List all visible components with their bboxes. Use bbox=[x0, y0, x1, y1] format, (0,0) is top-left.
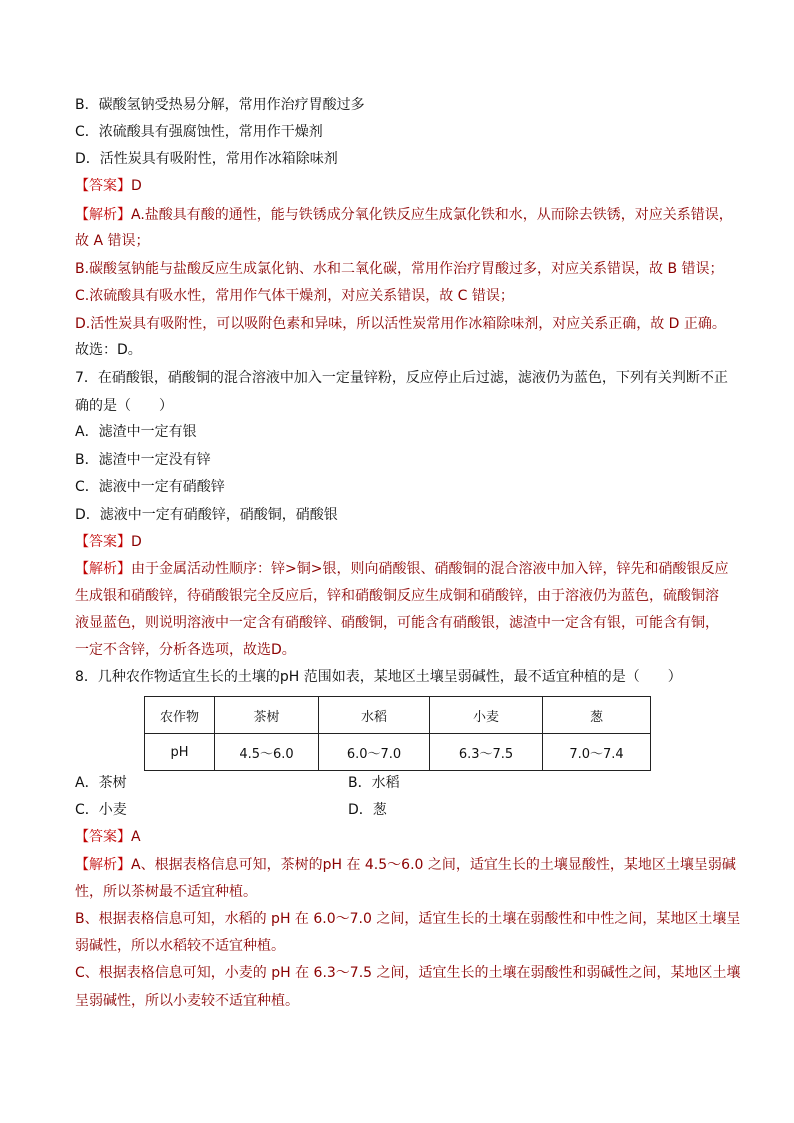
table-cell: 6.3～7.5 bbox=[430, 734, 543, 771]
q8-analysis-line-1: 【解析】A、根据表格信息可知，茶树的pH 在 4.5～6.0 之间，适宜生长的土壤显酸性，某地区土壤呈弱碱 bbox=[75, 857, 736, 873]
q7-answer bbox=[75, 532, 725, 552]
q6-analysis-line-6: 故选：D。 bbox=[75, 342, 142, 358]
answer-value: A bbox=[131, 829, 141, 845]
q8-answer bbox=[75, 827, 725, 847]
answer-label: 【答案】 bbox=[75, 829, 131, 845]
q6-analysis-line-3: B.碳酸氢钠能与盐酸反应生成氯化钠、水和二氧化碳，常用作治疗胃酸过多，对应关系错误，故 B 错误； bbox=[75, 261, 724, 277]
analysis-label: 【解析】 bbox=[75, 207, 131, 223]
q8-analysis-line-2: 性，所以茶树最不适宜种植。 bbox=[75, 884, 257, 900]
q6-option-d: D．活性炭具有吸附性，常用作冰箱除味剂 bbox=[75, 151, 338, 167]
table-header-row bbox=[145, 697, 651, 734]
q6-analysis-line-2: 故 A 错误； bbox=[75, 233, 150, 249]
table-cell: 小麦 bbox=[430, 697, 543, 734]
table-cell: 6.0～7.0 bbox=[319, 734, 430, 771]
q7-option-a: A．滤渣中一定有银 bbox=[75, 424, 197, 440]
table-cell: 茶树 bbox=[215, 697, 319, 734]
ph-table bbox=[144, 696, 651, 771]
q8-analysis-line-4: 弱碱性，所以水稻较不适宜种植。 bbox=[75, 938, 285, 954]
table-cell: 葱 bbox=[543, 697, 651, 734]
analysis-label: 【解析】 bbox=[75, 561, 131, 577]
q7-analysis-line-4: 一定不含锌，分析各选项，故选D。 bbox=[75, 642, 296, 658]
table-row bbox=[145, 734, 651, 771]
q7-analysis-line-2: 生成银和硝酸锌，待硝酸银完全反应后，锌和硝酸铜反应生成铜和硝酸锌，由于溶液仍为蓝色，硫酸铜溶 bbox=[75, 588, 719, 604]
q7-option-c: C．滤液中一定有硝酸锌 bbox=[75, 479, 225, 495]
q8-analysis-line-3: B、根据表格信息可知，水稻的 pH 在 6.0～7.0 之间，适宜生长的土壤在弱酸性和中性之间，某地区土壤呈 bbox=[75, 911, 741, 927]
answer-label: 【答案】 bbox=[75, 178, 131, 194]
q8-stem: 8．几种农作物适宜生长的土壤的pH 范围如表，某地区土壤呈弱碱性，最不适宜种植的是（ ） bbox=[75, 669, 682, 685]
answer-value: D bbox=[131, 178, 142, 194]
q8-analysis-line-5: C、根据表格信息可知，小麦的 pH 在 6.3～7.5 之间，适宜生长的土壤在弱酸性和弱碱性之间，某地区土壤 bbox=[75, 965, 741, 981]
q8-option-b: B．水稻 bbox=[348, 775, 400, 791]
table-cell: 水稻 bbox=[319, 697, 430, 734]
q8-option-a: A．茶树 bbox=[75, 775, 127, 791]
q7-option-b: B．滤渣中一定没有锌 bbox=[75, 452, 211, 468]
q7-analysis-line-1: 【解析】由于金属活动性顺序：锌>铜>银，则向硝酸银、硝酸铜的混合溶液中加入锌，锌先和硝酸银反应 bbox=[75, 561, 729, 577]
answer-value: D bbox=[131, 534, 142, 550]
q7-stem-line-2: 确的是（ ） bbox=[75, 398, 173, 414]
table-cell: 7.0～7.4 bbox=[543, 734, 651, 771]
table-cell: pH bbox=[145, 734, 215, 771]
q6-analysis-line-4: C.浓硫酸具有吸水性，常用作气体干燥剂，对应关系错误，故 C 错误； bbox=[75, 288, 514, 304]
analysis-label: 【解析】 bbox=[75, 857, 131, 873]
q8-analysis-line-6: 呈弱碱性，所以小麦较不适宜种植。 bbox=[75, 993, 299, 1009]
q6-answer bbox=[75, 176, 725, 196]
q7-option-d: D．滤液中一定有硝酸锌，硝酸铜，硝酸银 bbox=[75, 507, 338, 523]
q7-stem-line-1: 7．在硝酸银，硝酸铜的混合溶液中加入一定量锌粉，反应停止后过滤，滤液仍为蓝色，下列有关判断不正 bbox=[75, 370, 728, 386]
q6-analysis-line-1: 【解析】A.盐酸具有酸的通性，能与铁锈成分氧化铁反应生成氯化铁和水，从而除去铁锈，对应关系错误， bbox=[75, 207, 733, 223]
q8-option-c: C．小麦 bbox=[75, 802, 127, 818]
q8-option-d: D．葱 bbox=[348, 802, 387, 818]
q6-option-c: C．浓硫酸具有强腐蚀性，常用作干燥剂 bbox=[75, 124, 323, 140]
q6-option-b: B．碳酸氢钠受热易分解，常用作治疗胃酸过多 bbox=[75, 97, 365, 113]
answer-label: 【答案】 bbox=[75, 534, 131, 550]
table-cell: 农作物 bbox=[145, 697, 215, 734]
table-cell: 4.5～6.0 bbox=[215, 734, 319, 771]
q6-analysis-line-5: D.活性炭具有吸附性，可以吸附色素和异味，所以活性炭常用作冰箱除味剂，对应关系正确，故 D 正确。 bbox=[75, 316, 726, 332]
q7-analysis-line-3: 液显蓝色，则说明溶液中一定含有硝酸锌、硝酸铜，可能含有硝酸银，滤渣中一定含有银，可能含有铜， bbox=[75, 615, 719, 631]
